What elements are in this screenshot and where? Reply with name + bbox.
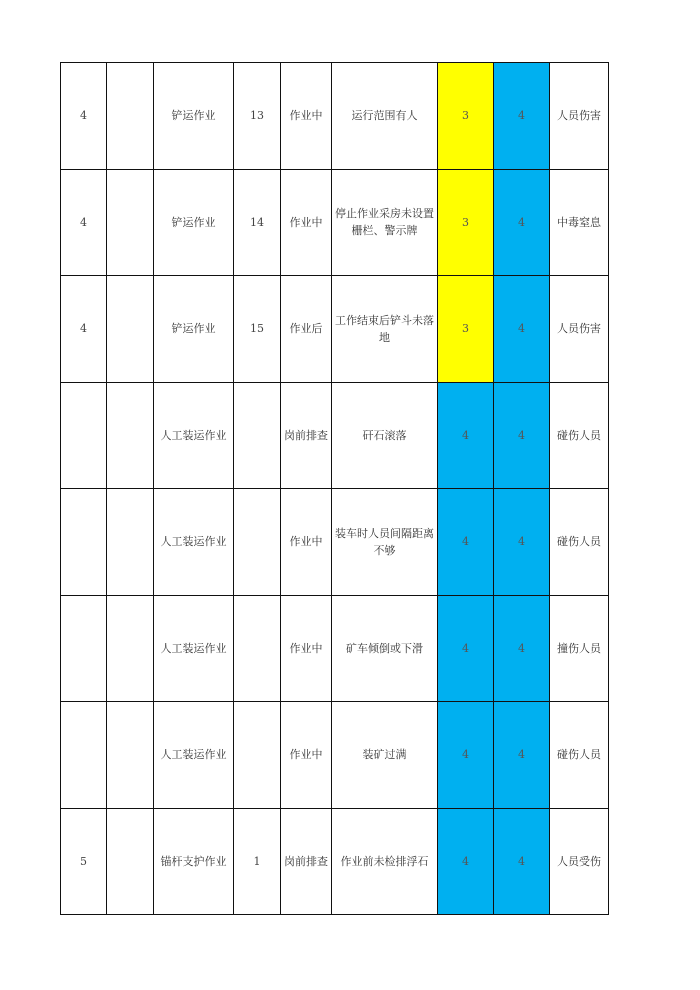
risk-level-a-cell: 3 <box>438 63 494 170</box>
step-number-cell: 1 <box>234 808 281 915</box>
blank-cell <box>107 702 154 809</box>
consequence-cell: 碰伤人员 <box>550 489 609 596</box>
hazard-description-cell: 工作结束后铲斗未落地 <box>332 276 438 383</box>
hazard-description-cell: 装矿过满 <box>332 702 438 809</box>
phase-cell: 作业后 <box>281 276 332 383</box>
consequence-cell: 人员伤害 <box>550 63 609 170</box>
risk-level-a-cell: 3 <box>438 169 494 276</box>
table-row <box>61 702 609 809</box>
hazard-description-cell: 运行范围有人 <box>332 63 438 170</box>
risk-level-b-cell: 4 <box>494 808 550 915</box>
blank-cell <box>107 63 154 170</box>
phase-cell: 作业中 <box>281 169 332 276</box>
risk-level-b-cell: 4 <box>494 169 550 276</box>
step-number-cell <box>234 382 281 489</box>
risk-table-body <box>61 63 609 915</box>
step-number-cell <box>234 595 281 702</box>
consequence-cell: 人员伤害 <box>550 276 609 383</box>
phase-cell: 作业中 <box>281 63 332 170</box>
work-type-cell: 人工装运作业 <box>154 595 234 702</box>
risk-level-a-cell: 4 <box>438 382 494 489</box>
consequence-cell: 人员受伤 <box>550 808 609 915</box>
table-row <box>61 63 609 170</box>
risk-level-b-cell: 4 <box>494 489 550 596</box>
seq-cell <box>61 702 107 809</box>
risk-level-b-cell: 4 <box>494 702 550 809</box>
hazard-description-cell: 矸石滚落 <box>332 382 438 489</box>
risk-level-a-cell: 3 <box>438 276 494 383</box>
blank-cell <box>107 489 154 596</box>
blank-cell <box>107 169 154 276</box>
phase-cell: 作业中 <box>281 489 332 596</box>
step-number-cell: 15 <box>234 276 281 383</box>
hazard-description-cell: 装车时人员间隔距离不够 <box>332 489 438 596</box>
hazard-description-cell: 作业前未检排浮石 <box>332 808 438 915</box>
risk-level-b-cell: 4 <box>494 382 550 489</box>
consequence-cell: 碰伤人员 <box>550 702 609 809</box>
seq-cell <box>61 382 107 489</box>
table-row <box>61 489 609 596</box>
phase-cell: 作业中 <box>281 595 332 702</box>
risk-level-a-cell: 4 <box>438 489 494 596</box>
seq-cell: 5 <box>61 808 107 915</box>
work-type-cell: 人工装运作业 <box>154 489 234 596</box>
seq-cell <box>61 595 107 702</box>
work-type-cell: 铲运作业 <box>154 276 234 383</box>
seq-cell: 4 <box>61 63 107 170</box>
hazard-description-cell: 停止作业采房未设置栅栏、警示牌 <box>332 169 438 276</box>
blank-cell <box>107 808 154 915</box>
blank-cell <box>107 382 154 489</box>
table-row <box>61 276 609 383</box>
step-number-cell <box>234 702 281 809</box>
work-type-cell: 人工装运作业 <box>154 702 234 809</box>
risk-table <box>60 62 609 915</box>
risk-level-a-cell: 4 <box>438 702 494 809</box>
risk-level-b-cell: 4 <box>494 63 550 170</box>
work-type-cell: 锚杆支护作业 <box>154 808 234 915</box>
hazard-description-cell: 矿车倾倒或下滑 <box>332 595 438 702</box>
step-number-cell <box>234 489 281 596</box>
risk-level-a-cell: 4 <box>438 595 494 702</box>
seq-cell: 4 <box>61 169 107 276</box>
risk-level-a-cell: 4 <box>438 808 494 915</box>
step-number-cell: 14 <box>234 169 281 276</box>
phase-cell: 岗前排查 <box>281 808 332 915</box>
work-type-cell: 铲运作业 <box>154 63 234 170</box>
table-row <box>61 169 609 276</box>
consequence-cell: 中毒窒息 <box>550 169 609 276</box>
phase-cell: 作业中 <box>281 702 332 809</box>
work-type-cell: 铲运作业 <box>154 169 234 276</box>
work-type-cell: 人工装运作业 <box>154 382 234 489</box>
step-number-cell: 13 <box>234 63 281 170</box>
seq-cell: 4 <box>61 276 107 383</box>
phase-cell: 岗前排查 <box>281 382 332 489</box>
blank-cell <box>107 595 154 702</box>
blank-cell <box>107 276 154 383</box>
seq-cell <box>61 489 107 596</box>
risk-level-b-cell: 4 <box>494 276 550 383</box>
table-row <box>61 808 609 915</box>
consequence-cell: 碰伤人员 <box>550 382 609 489</box>
table-row <box>61 595 609 702</box>
risk-level-b-cell: 4 <box>494 595 550 702</box>
consequence-cell: 撞伤人员 <box>550 595 609 702</box>
table-row <box>61 382 609 489</box>
